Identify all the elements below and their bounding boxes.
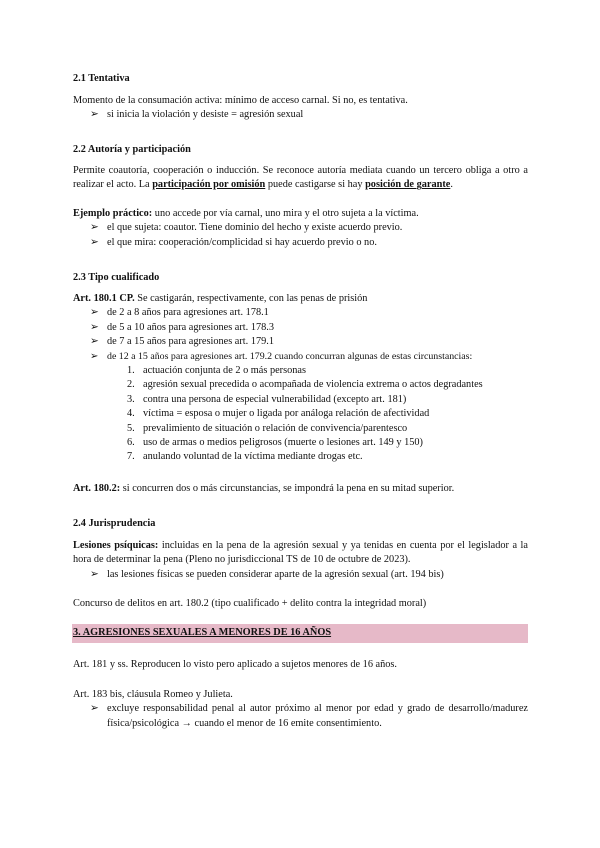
bullet-list	[73, 568, 528, 582]
list-item: ➢ si inicia la violación y desiste = agresión sexual	[73, 108, 528, 122]
list-item: ➢ de 12 a 15 años para agresiones art. 179.2 cuando concurran algunas de estas circunstancias:	[73, 350, 528, 364]
paragraph-concurso: Concurso de delitos en art. 180.2 (tipo cualificado + delito contra la integridad moral)	[73, 598, 427, 609]
list-item: 7. anulando voluntad de la víctima mediante drogas etc.	[127, 451, 363, 463]
heading-tentativa: 2.1 Tentativa	[73, 73, 130, 84]
bullet-list	[73, 306, 528, 364]
list-item: ➢ el que mira: cooperación/complicidad si hay acuerdo previo o no.	[73, 236, 528, 250]
list-item: ➢ el que sujeta: coautor. Tiene dominio del hecho y existe acuerdo previo.	[73, 221, 528, 235]
list-item: ➢ de 7 a 15 años para agresiones art. 179.1	[73, 335, 528, 349]
arrow-bullet-icon: ➢	[90, 109, 99, 121]
arrow-bullet-icon: ➢	[90, 568, 99, 580]
list-item: ➢ excluye responsabilidad penal al autor próximo al menor por edad y grado de desarrollo/madurez física/psicológica → cuando el menor de 16 emite consentimiento.	[90, 703, 528, 729]
heading-menores: 3. AGRESIONES SEXUALES A MENORES DE 16 AÑOS	[73, 627, 332, 638]
arrow-bullet-icon: ➢	[90, 307, 99, 319]
paragraph: Art. 183 bis, cláusula Romeo y Julieta.	[73, 689, 233, 700]
list-item: 3. contra una persona de especial vulnerabilidad (excepto art. 181)	[127, 393, 407, 405]
section-art-183	[73, 688, 528, 731]
bullet-list	[73, 221, 528, 250]
arrow-bullet-icon: ➢	[90, 336, 99, 348]
bullet-list	[73, 702, 528, 731]
section-3-heading-band	[72, 624, 528, 643]
heading-jurisprudencia: 2.4 Jurisprudencia	[73, 518, 156, 529]
list-item: 2. agresión sexual precedida o acompañada de violencia extrema o actos degradantes	[127, 379, 483, 391]
list-item: 1. actuación conjunta de 2 o más personas	[127, 365, 306, 377]
heading-autoria: 2.2 Autoría y participación	[73, 144, 191, 155]
paragraph: Art. 180.1 CP. Se castigarán, respectivamente, con las penas de prisión	[73, 293, 368, 304]
section-jurisprudencia-body	[73, 539, 528, 582]
arrow-bullet-icon: ➢	[90, 321, 99, 333]
paragraph: Art. 180.2: si concurren dos o más circunstancias, se impondrá la pena en su mitad superior.	[73, 483, 455, 494]
bullet-list	[73, 108, 528, 122]
paragraph: Ejemplo práctico: uno accede por vía carnal, uno mira y el otro sujeta a la víctima.	[73, 208, 419, 219]
emphasis-garante: posición de garante	[365, 179, 451, 191]
list-item: 4. víctima = esposa o mujer o ligada por análoga relación de afectividad	[127, 408, 430, 420]
list-item: ➢ las lesiones físicas se pueden considerar aparte de la agresión sexual (art. 194 bis)	[73, 568, 528, 582]
article-label: Art. 180.2:	[73, 483, 121, 494]
section-autoria-body	[73, 164, 528, 193]
paragraph: Lesiones psíquicas: incluidas en la pena de la agresión sexual y ya tenidas en cuenta por el legislador a la hora de determinar la pena (Pleno no jurisdiccional TS de 10 de octubre de 2023).	[73, 540, 528, 566]
circumstances-list	[73, 364, 528, 465]
heading-tipo-cualificado: 2.3 Tipo cualificado	[73, 272, 160, 283]
list-item: ➢ de 2 a 8 años para agresiones art. 178.1	[73, 306, 528, 320]
section-tentativa-body	[73, 94, 528, 123]
example-label: Ejemplo práctico:	[73, 208, 153, 219]
list-item: 6. uso de armas o medios peligrosos (muerte o lesiones art. 149 y 150)	[127, 437, 423, 449]
paragraph: Momento de la consumación activa: mínimo de acceso carnal. Si no, es tentativa.	[73, 95, 408, 106]
arrow-bullet-icon: ➢	[90, 350, 99, 362]
section-ejemplo	[73, 207, 528, 250]
paragraph-art-181: Art. 181 y ss. Reproducen lo visto pero aplicado a sujetos menores de 16 años.	[73, 659, 397, 670]
paragraph: Permite coautoría, cooperación o inducción. Se reconoce autoría mediata cuando un tercero obliga a otro a realizar el acto. La participación por omisión puede castigarse si hay posición de garante.	[73, 165, 528, 191]
arrow-bullet-icon: ➢	[90, 222, 99, 234]
list-item: ➢ de 5 a 10 años para agresiones art. 178.3	[73, 321, 528, 335]
arrow-bullet-icon: ➢	[90, 703, 99, 715]
section-tipo-body	[73, 292, 528, 465]
arrow-bullet-icon: ➢	[90, 236, 99, 248]
emphasis-omision: participación por omisión	[152, 179, 266, 191]
article-label: Art. 180.1 CP.	[73, 293, 135, 304]
list-item: 5. prevalimiento de situación o relación de convivencia/parentesco	[127, 422, 408, 434]
lesiones-label: Lesiones psíquicas:	[73, 540, 159, 551]
section-art-180-2	[73, 482, 528, 496]
